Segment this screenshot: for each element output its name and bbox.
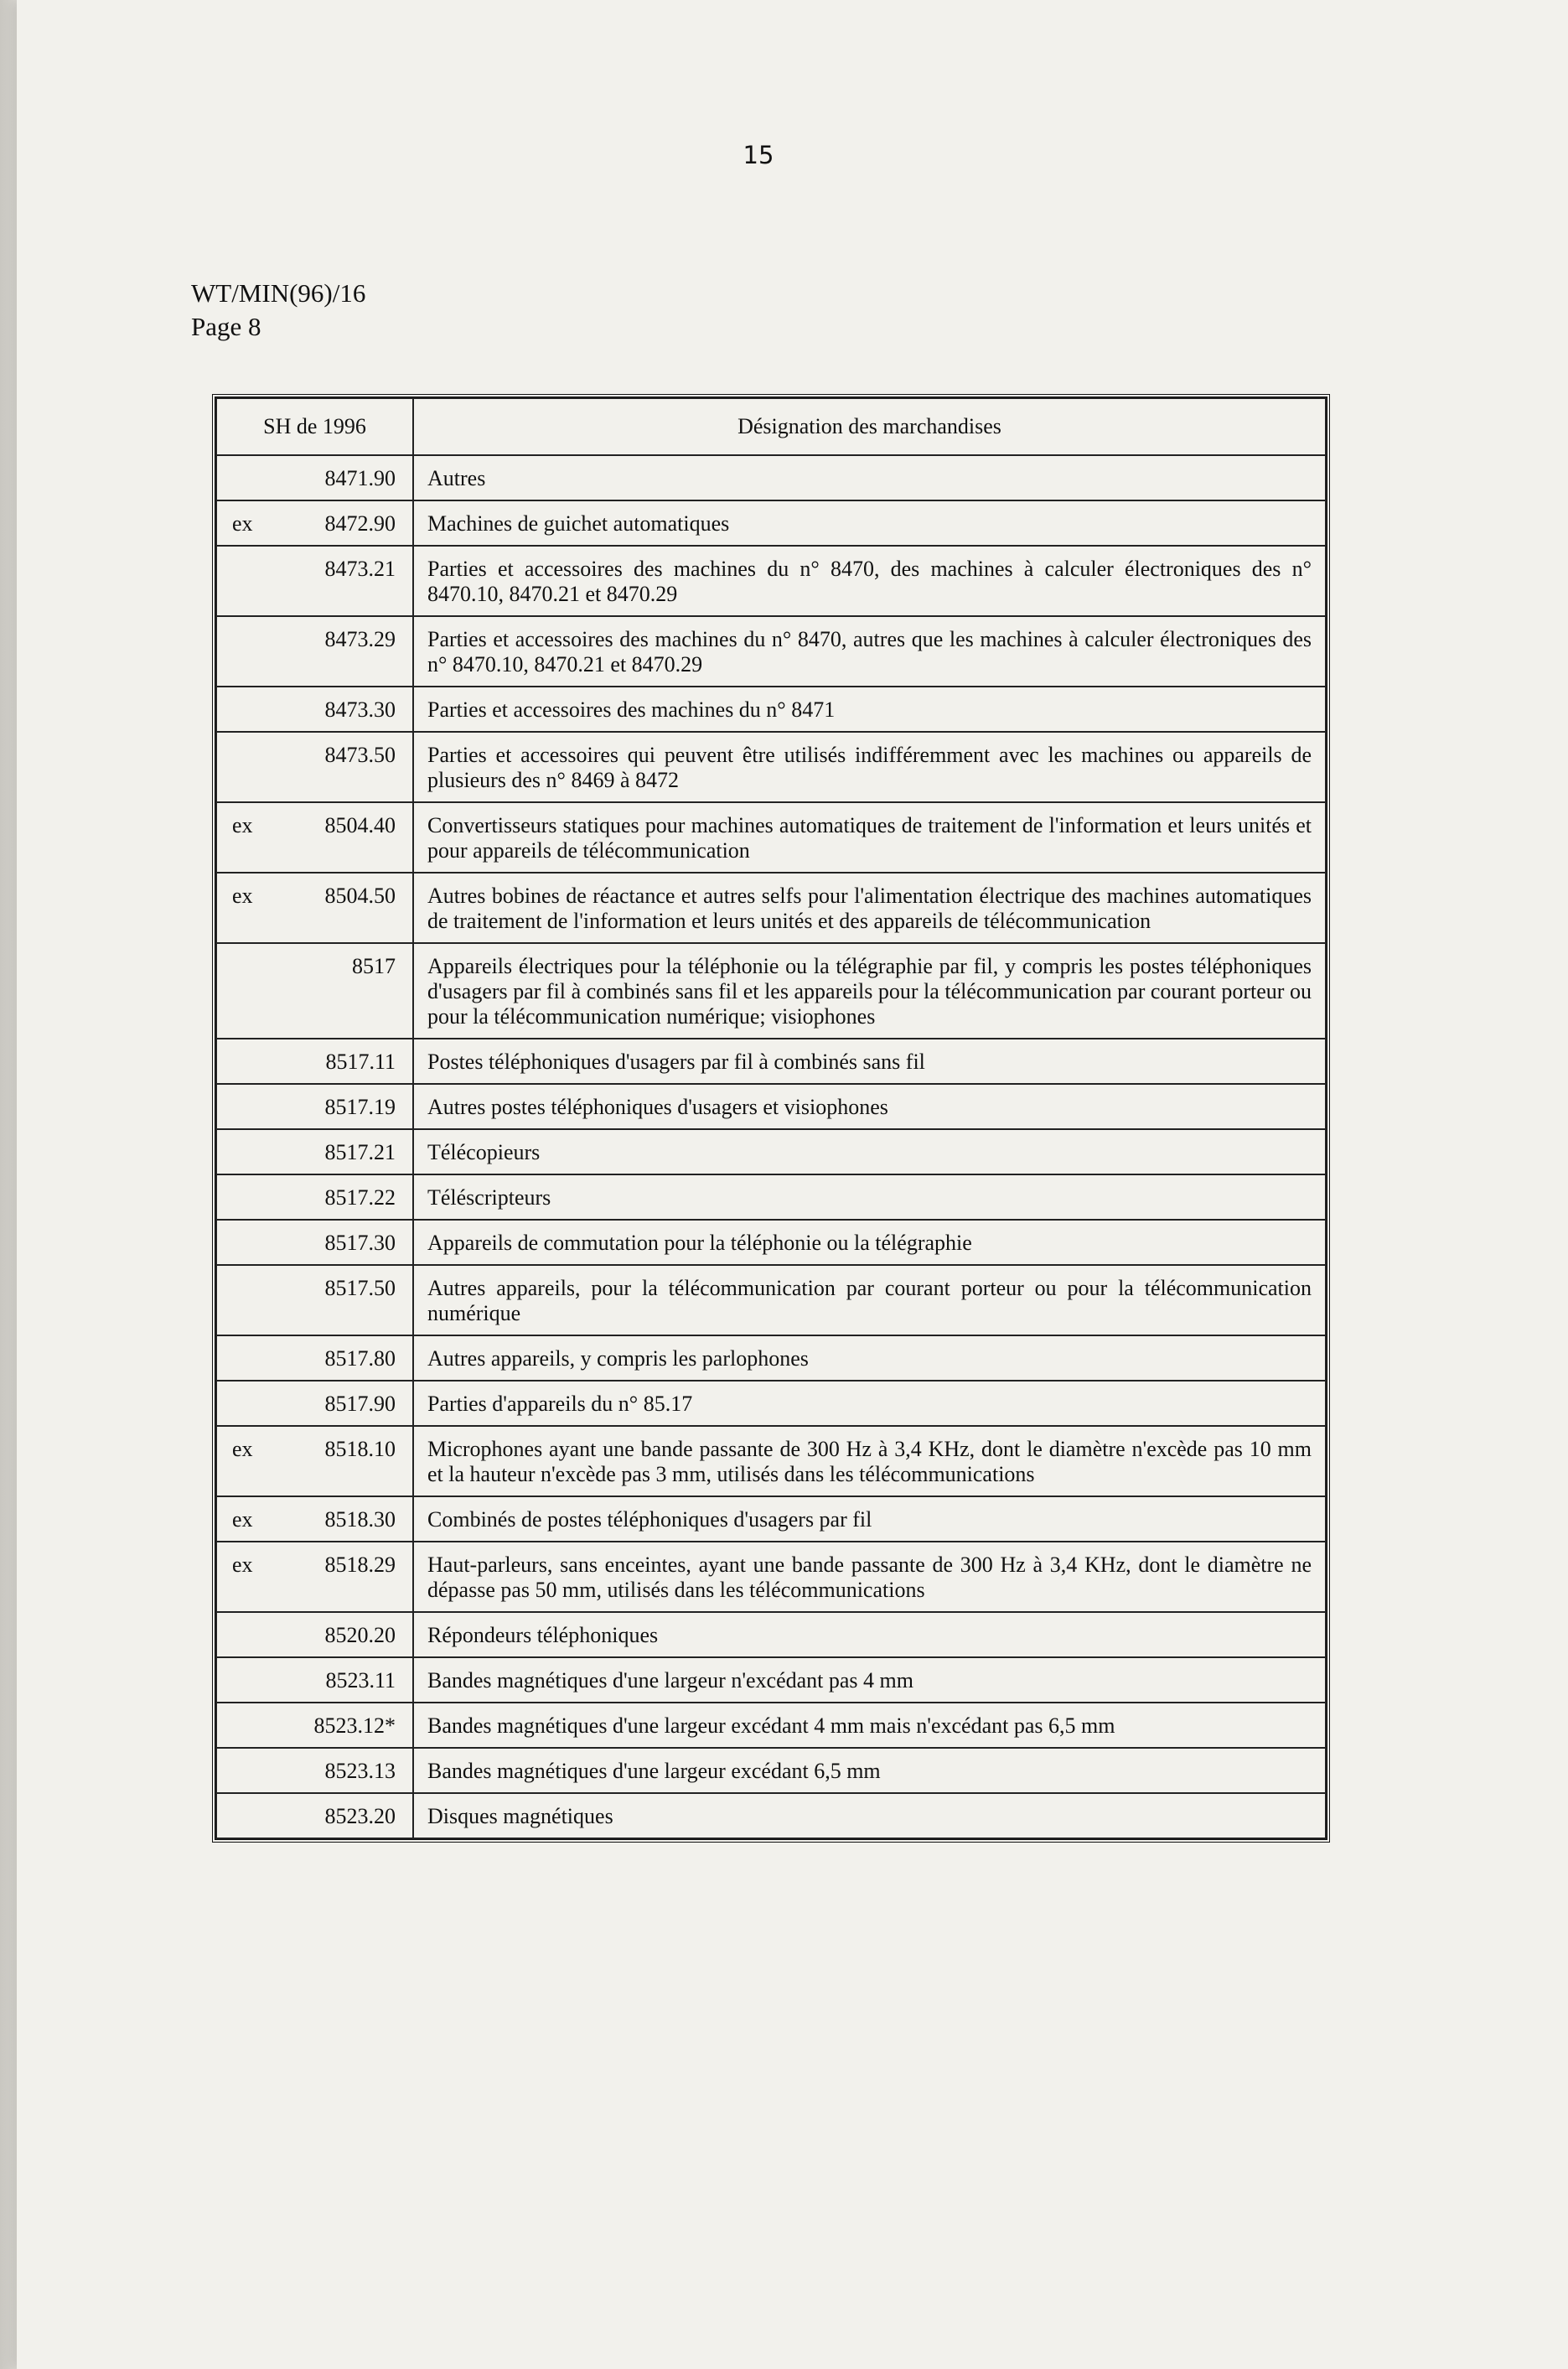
goods-description: Haut-parleurs, sans enceintes, ayant une bande passante de 300 Hz à 3,4 KHz, dont le diamètre ne dépasse pas 50 mm, utilisés dans les télécommunications <box>413 1542 1326 1612</box>
ex-prefix <box>232 954 266 979</box>
table-row <box>216 1129 1326 1174</box>
ex-prefix: ex <box>232 1553 253 1577</box>
ex-prefix <box>232 1713 266 1739</box>
ex-prefix <box>232 1050 266 1075</box>
hs-code-cell <box>216 500 413 546</box>
hs-code: 8518.10 <box>324 1437 396 1461</box>
document-page <box>17 0 1568 2369</box>
hs-code: 8473.50 <box>324 743 396 767</box>
table-row <box>216 1748 1326 1793</box>
ex-prefix <box>232 1346 266 1371</box>
hs-code-cell <box>216 1793 413 1838</box>
goods-description: Appareils de commutation pour la téléphonie ou la télégraphie <box>413 1220 1326 1265</box>
goods-description: Autres appareils, pour la télécommunication par courant porteur ou pour la télécommunication numérique <box>413 1265 1326 1335</box>
table-row <box>216 1174 1326 1220</box>
document-reference <box>191 277 365 344</box>
goods-description: Convertisseurs statiques pour machines automatiques de traitement de l'information et leurs unités et pour appareils de télécommunication <box>413 802 1326 873</box>
hs-code-cell <box>216 1084 413 1129</box>
table-row <box>216 1335 1326 1381</box>
ex-prefix <box>232 1759 266 1784</box>
ex-prefix <box>232 627 266 652</box>
hs-code-cell <box>216 873 413 943</box>
hs-code-cell <box>216 1496 413 1542</box>
hs-code-cell <box>216 1265 413 1335</box>
ex-prefix <box>232 1231 266 1256</box>
table-row <box>216 1657 1326 1703</box>
hs-code-cell <box>216 732 413 802</box>
table-row <box>216 1703 1326 1748</box>
hs-code-cell <box>216 1657 413 1703</box>
goods-description: Microphones ayant une bande passante de 300 Hz à 3,4 KHz, dont le diamètre n'excède pas 10 mm et la hauteur n'excède pas 3 mm, utilisés dans les télécommunications <box>413 1426 1326 1496</box>
goods-description: Autres <box>413 455 1326 500</box>
table-row <box>216 687 1326 732</box>
goods-description: Parties d'appareils du n° 85.17 <box>413 1381 1326 1426</box>
hs-code: 8472.90 <box>324 511 396 536</box>
ex-prefix: ex <box>232 813 253 837</box>
hs-code-cell <box>216 1748 413 1793</box>
goods-description: Autres bobines de réactance et autres selfs pour l'alimentation électrique des machines automatiques de traitement de l'information et leurs unités et des appareils de télécommunication <box>413 873 1326 943</box>
goods-description: Bandes magnétiques d'une largeur excédant 6,5 mm <box>413 1748 1326 1793</box>
table-row <box>216 1381 1326 1426</box>
hs-code: 8473.30 <box>324 697 396 722</box>
hs-code: 8517.50 <box>324 1276 396 1300</box>
ex-prefix <box>232 1392 266 1417</box>
document-symbol: WT/MIN(96)/16 <box>191 278 366 308</box>
hs-code: 8517.90 <box>324 1392 396 1416</box>
table-row <box>216 455 1326 500</box>
ex-prefix <box>232 1623 266 1648</box>
hs-code-cell <box>216 1174 413 1220</box>
hs-code: 8523.12* <box>313 1713 396 1738</box>
ex-prefix <box>232 743 266 768</box>
goods-description: Télécopieurs <box>413 1129 1326 1174</box>
hs-code-cell <box>216 1220 413 1265</box>
table-row <box>216 1496 1326 1542</box>
table-row <box>216 1084 1326 1129</box>
hs-code-cell <box>216 455 413 500</box>
goods-description: Téléscripteurs <box>413 1174 1326 1220</box>
ex-prefix <box>232 1276 266 1301</box>
hs-code-cell <box>216 1612 413 1657</box>
table-row <box>216 873 1326 943</box>
goods-description: Combinés de postes téléphoniques d'usagers par fil <box>413 1496 1326 1542</box>
goods-description: Machines de guichet automatiques <box>413 500 1326 546</box>
ex-prefix: ex <box>232 511 253 536</box>
table-row <box>216 1612 1326 1657</box>
hs-code: 8523.11 <box>325 1668 396 1693</box>
hs-code: 8520.20 <box>324 1623 396 1647</box>
hs-code: 8504.50 <box>324 884 396 908</box>
header-description: Désignation des marchandises <box>413 398 1326 455</box>
table-row <box>216 1220 1326 1265</box>
goods-description: Répondeurs téléphoniques <box>413 1612 1326 1657</box>
hs-code: 8517 <box>352 954 396 978</box>
hs-code: 8473.21 <box>324 557 396 581</box>
goods-description: Parties et accessoires qui peuvent être utilisés indifféremment avec les machines ou appareils de plusieurs des n° 8469 à 8472 <box>413 732 1326 802</box>
ex-prefix <box>232 697 266 723</box>
goods-description: Parties et accessoires des machines du n° 8471 <box>413 687 1326 732</box>
hs-code-cell <box>216 1335 413 1381</box>
ex-prefix <box>232 1185 266 1210</box>
ex-prefix <box>232 1095 266 1120</box>
hs-code-cell <box>216 1542 413 1612</box>
table-row <box>216 616 1326 687</box>
goods-description: Parties et accessoires des machines du n° 8470, des machines à calculer électroniques des n° 8470.10, 8470.21 et 8470.29 <box>413 546 1326 616</box>
ex-prefix <box>232 1804 266 1829</box>
table-row <box>216 1265 1326 1335</box>
hs-code: 8517.21 <box>324 1140 396 1164</box>
hs-code: 8523.13 <box>324 1759 396 1783</box>
table-row <box>216 1793 1326 1838</box>
hs-code: 8518.29 <box>324 1553 396 1577</box>
goods-table <box>212 394 1330 1843</box>
ex-prefix <box>232 466 266 491</box>
hs-code: 8504.40 <box>324 813 396 837</box>
hs-code-cell <box>216 1129 413 1174</box>
ex-prefix: ex <box>232 884 253 908</box>
ex-prefix: ex <box>232 1507 253 1532</box>
table-header-row <box>216 398 1326 455</box>
table-row <box>216 500 1326 546</box>
hs-code-cell <box>216 802 413 873</box>
hs-code: 8471.90 <box>324 466 396 490</box>
hs-code: 8473.29 <box>324 627 396 651</box>
goods-description: Autres appareils, y compris les parlophones <box>413 1335 1326 1381</box>
hs-code-cell <box>216 1381 413 1426</box>
hs-code: 8518.30 <box>324 1507 396 1532</box>
table-row <box>216 1426 1326 1496</box>
table-row <box>216 1542 1326 1612</box>
hs-code-cell <box>216 1426 413 1496</box>
table-row <box>216 1039 1326 1084</box>
table-row <box>216 732 1326 802</box>
ex-prefix: ex <box>232 1437 253 1461</box>
hs-code-cell <box>216 1703 413 1748</box>
goods-description: Parties et accessoires des machines du n° 8470, autres que les machines à calculer électroniques des n° 8470.10, 8470.21 et 8470.29 <box>413 616 1326 687</box>
goods-description: Bandes magnétiques d'une largeur excédant 4 mm mais n'excédant pas 6,5 mm <box>413 1703 1326 1748</box>
hs-code-cell <box>216 687 413 732</box>
hs-code-cell <box>216 943 413 1039</box>
ex-prefix <box>232 1668 266 1693</box>
hs-code: 8523.20 <box>324 1804 396 1828</box>
table-row <box>216 546 1326 616</box>
goods-description: Bandes magnétiques d'une largeur n'excédant pas 4 mm <box>413 1657 1326 1703</box>
hs-code: 8517.30 <box>324 1231 396 1255</box>
book-gutter <box>0 0 17 2369</box>
hs-code: 8517.19 <box>324 1095 396 1119</box>
goods-description: Disques magnétiques <box>413 1793 1326 1838</box>
goods-description: Postes téléphoniques d'usagers par fil à combinés sans fil <box>413 1039 1326 1084</box>
hs-code-cell <box>216 616 413 687</box>
header-hs-code: SH de 1996 <box>216 398 413 455</box>
ex-prefix <box>232 1140 266 1165</box>
goods-description: Appareils électriques pour la téléphonie ou la télégraphie par fil, y compris les postes téléphoniques d'usagers par fil à combinés sans fil et les appareils pour la télécommunication par courant porteur ou pour la télécommunication numérique; visiophones <box>413 943 1326 1039</box>
hs-code-cell <box>216 1039 413 1084</box>
document-page-label: Page 8 <box>191 312 261 341</box>
hs-code-cell <box>216 546 413 616</box>
hs-code: 8517.11 <box>325 1050 396 1074</box>
hs-code: 8517.80 <box>324 1346 396 1371</box>
table-row <box>216 943 1326 1039</box>
goods-description: Autres postes téléphoniques d'usagers et visiophones <box>413 1084 1326 1129</box>
page-number: 15 <box>743 141 774 169</box>
ex-prefix <box>232 557 266 582</box>
table-row <box>216 802 1326 873</box>
hs-code: 8517.22 <box>324 1185 396 1210</box>
